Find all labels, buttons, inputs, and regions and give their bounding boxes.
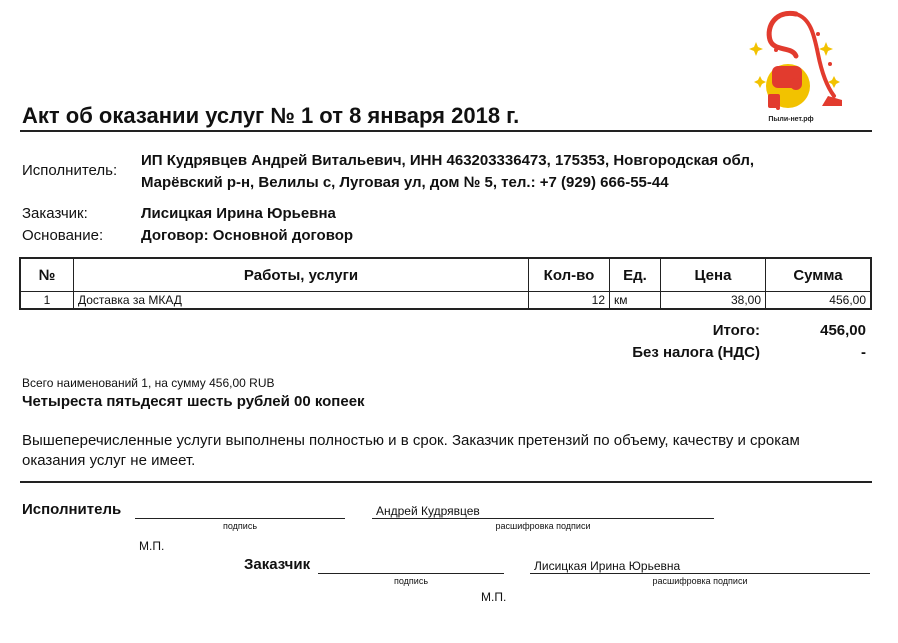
customer-value: Лисицкая Ирина Юрьевна: [141, 205, 336, 222]
logo: [748, 4, 858, 128]
executor-sign-caption: подпись: [222, 521, 258, 531]
row-num: 1: [20, 292, 74, 310]
customer-sign-caption: подпись: [393, 576, 429, 586]
executor-name: Андрей Кудрявцев: [376, 504, 480, 518]
customer-decode-caption: расшифровка подписи: [652, 576, 748, 586]
row-sum: 456,00: [766, 292, 872, 310]
col-sum: Сумма: [766, 258, 872, 292]
col-price: Цена: [661, 258, 766, 292]
table-header-row: [20, 258, 871, 292]
document-title: Акт об оказании услуг № 1 от 8 января 2018 г.: [22, 103, 520, 128]
col-services: Работы, услуги: [74, 258, 529, 292]
logo-text: Пыли-нет.рф: [768, 116, 814, 123]
items-count-line: Всего наименований 1, на сумму 456,00 RUB: [22, 376, 275, 390]
basis-label: Основание:: [22, 227, 104, 244]
basis-value: Договор: Основной договор: [141, 227, 354, 244]
executor-decode-line: [372, 518, 714, 519]
executor-stamp: М.П.: [139, 539, 165, 553]
vat-label: Без налога (НДС): [632, 344, 760, 361]
total-value: 456,00: [820, 322, 866, 339]
row-name: Доставка за МКАД: [74, 292, 529, 310]
signature-divider: [20, 481, 872, 483]
statement-line-1: Вышеперечисленные услуги выполнены полностью и в срок. Заказчик претензий по объему, качеству и срокам: [22, 432, 800, 449]
table-row: [20, 292, 871, 310]
customer-sign-label: Заказчик: [244, 556, 311, 573]
row-qty: 12: [529, 292, 610, 310]
customer-stamp: М.П.: [481, 590, 507, 604]
row-price: 38,00: [661, 292, 766, 310]
customer-label: Заказчик:: [22, 205, 88, 222]
customer-name: Лисицкая Ирина Юрьевна: [534, 559, 681, 573]
executor-label: Исполнитель:: [22, 162, 118, 179]
vat-value: -: [861, 344, 866, 361]
col-unit: Ед.: [610, 258, 661, 292]
customer-decode-line: [530, 573, 870, 574]
executor-line-1: ИП Кудрявцев Андрей Витальевич, ИНН 463203336473, 175353, Новгородская обл,: [141, 152, 755, 169]
executor-decode-caption: расшифровка подписи: [495, 521, 591, 531]
total-label: Итого:: [712, 322, 760, 339]
executor-sign-line: [135, 518, 345, 519]
col-num: №: [20, 258, 74, 292]
executor-sign-label: Исполнитель: [22, 501, 122, 518]
executor-line-2: Марёвский р-н, Велилы с, Луговая ул, дом № 5, тел.: +7 (929) 666-55-44: [141, 174, 669, 191]
statement-line-2: оказания услуг не имеет.: [22, 452, 196, 469]
vacuum-cleaner-icon: [748, 4, 858, 116]
row-unit: км: [610, 292, 661, 310]
services-table: [19, 257, 872, 310]
customer-sign-line: [318, 573, 504, 574]
amount-in-words: Четыреста пятьдесят шесть рублей 00 копеек: [22, 393, 365, 410]
title-divider: [20, 130, 872, 132]
col-qty: Кол-во: [529, 258, 610, 292]
